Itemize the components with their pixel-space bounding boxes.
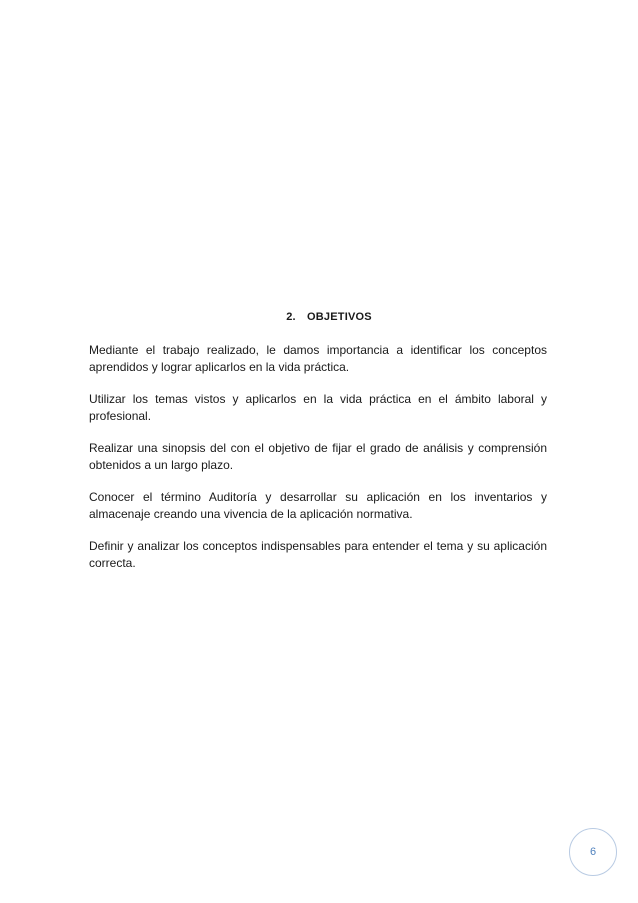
section-heading <box>0 311 638 323</box>
objectives-body <box>89 342 547 587</box>
objective-paragraph: Mediante el trabajo realizado, le damos importancia a identificar los conceptos aprendidos y lograr aplicarlos en la vida práctica. <box>89 343 547 374</box>
section-title: OBJETIVOS <box>307 311 372 323</box>
page-number: 6 <box>589 846 597 858</box>
objective-paragraph: Definir y analizar los conceptos indispensables para entender el tema y su aplicación correcta. <box>89 539 547 570</box>
objective-paragraph: Realizar una sinopsis del con el objetivo de fijar el grado de análisis y comprensión obtenidos a un largo plazo. <box>89 441 547 472</box>
page-number-badge <box>569 828 617 876</box>
objective-paragraph: Conocer el término Auditoría y desarrollar su aplicación en los inventarios y almacenaje creando una vivencia de la aplicación normativa. <box>89 490 547 521</box>
objective-paragraph: Utilizar los temas vistos y aplicarlos en la vida práctica en el ámbito laboral y profesional. <box>89 392 547 423</box>
section-number: 2. <box>286 311 296 323</box>
